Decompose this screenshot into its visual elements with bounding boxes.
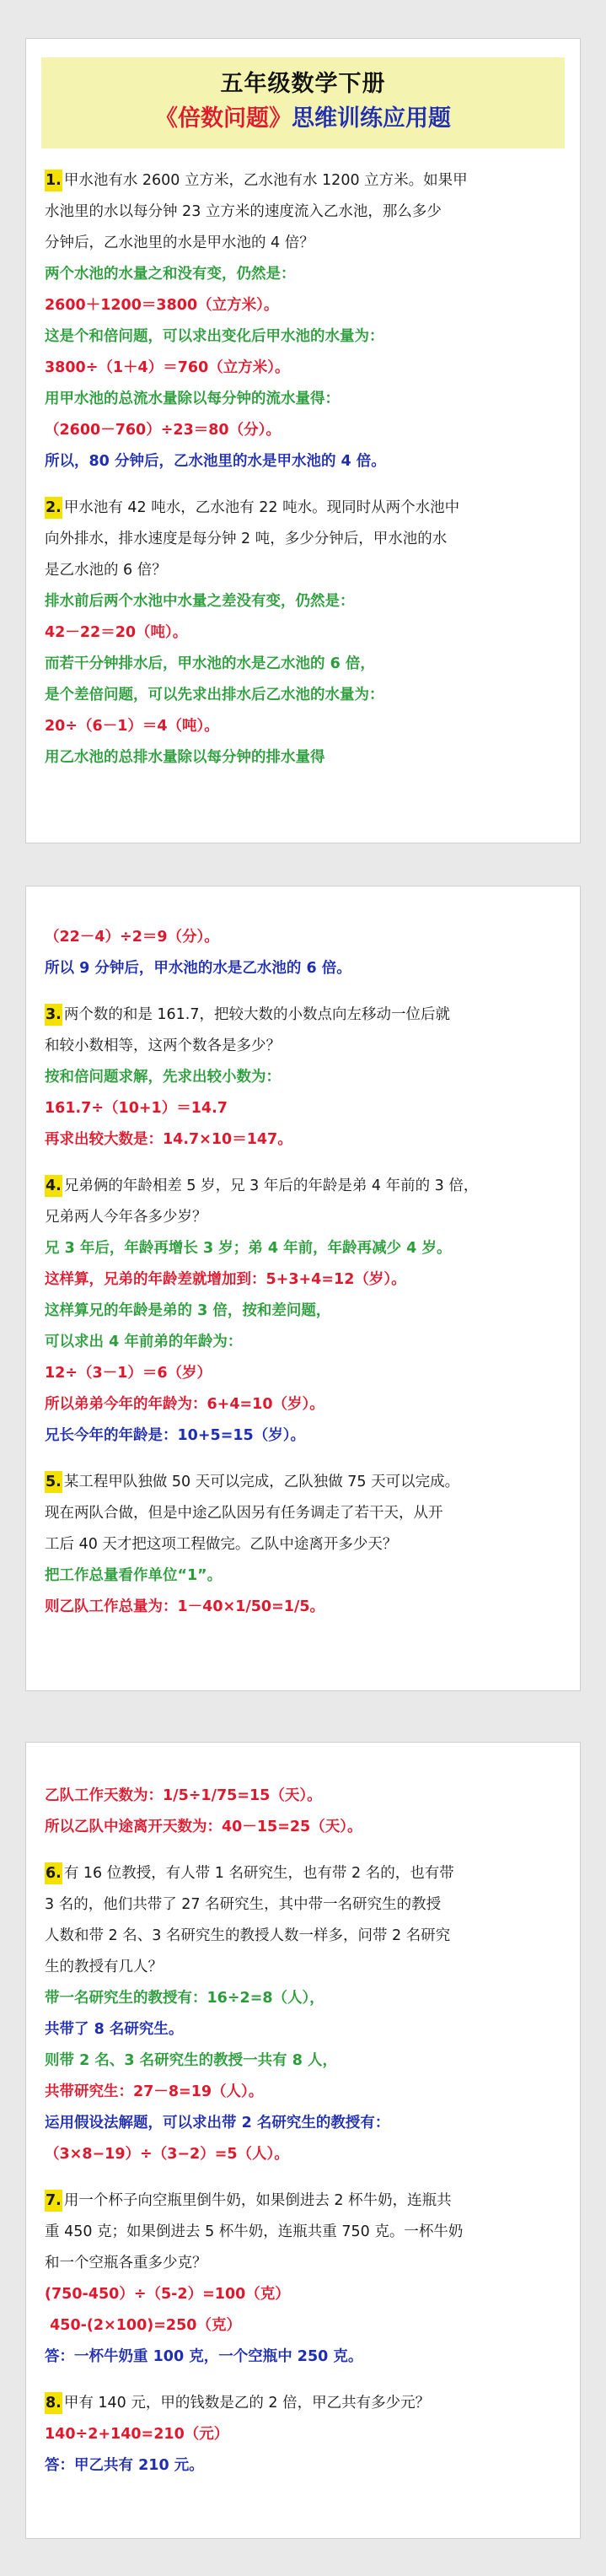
question-line <box>45 165 561 197</box>
answer-line: 这样算，兄弟的年龄差就增加到：5+3+4=12（岁）。 <box>45 1271 406 1288</box>
question-line: 和较小数相等，这两个数各是多少？ <box>45 1037 281 1054</box>
question-text: 有 16 位教授，有人带 1 名研究生，也有带 2 名的，也有带 <box>63 1865 454 1882</box>
answer-line: 140÷2+140=210（元） <box>45 2426 229 2443</box>
answer-line: 运用假设法解题，可以求出带 2 名研究生的教授有： <box>45 2115 390 2131</box>
question-line <box>45 2185 561 2217</box>
answer-line: 161.7÷（10+1）＝14.7 <box>45 1100 228 1117</box>
answer-line: 所以乙队中途离开天数为：40－15=25（天）。 <box>45 1819 362 1835</box>
answer-line: 排水前后两个水池中水量之差没有变，仍然是： <box>45 593 355 610</box>
question-1 <box>45 165 561 477</box>
question-text: 两个数的和是 161.7，把较大数的小数点向左移动一位后就 <box>63 1006 450 1023</box>
question-line <box>45 1000 561 1031</box>
subtitle-type: 思维训练应用题 <box>292 105 451 132</box>
answer-line: 42－22＝20（吨）。 <box>45 624 188 641</box>
question-6 <box>45 1858 561 2170</box>
question-line: 现在两队合做，但是中途乙队因另有任务调走了若干天，从开 <box>45 1505 443 1522</box>
answer-line: 兄 3 年后，年龄再增长 3 岁；弟 4 年前，年龄再减少 4 岁。 <box>45 1240 452 1257</box>
subtitle-topic: 《倍数问题》 <box>155 105 292 132</box>
question-line: 重 450 克；如果倒进去 5 杯牛奶，连瓶共重 750 克。一杯牛奶 <box>45 2223 464 2240</box>
question-text: 某工程甲队独做 50 天可以完成，乙队独做 75 天可以完成。 <box>63 1474 460 1490</box>
question-number: 8. <box>45 2392 62 2414</box>
answer-line: 用甲水池的总流水量除以每分钟的流水量得： <box>45 391 340 407</box>
answer-line: 12÷（3－1）＝6（岁） <box>45 1365 212 1382</box>
question-line: 水池里的水以每分钟 23 立方米的速度流入乙水池，那么多少 <box>45 203 442 220</box>
document-page-1 <box>25 38 581 843</box>
question-number: 2. <box>45 497 62 519</box>
answer-line: (750-450）÷（5-2）=100（克） <box>45 2286 290 2303</box>
document-page-2 <box>25 886 581 1691</box>
question-7 <box>45 2185 561 2373</box>
answer-line: （22－4）÷2＝9（分）。 <box>45 929 219 946</box>
question-4 <box>45 1171 561 1452</box>
question-5 <box>45 1467 561 1623</box>
question-line <box>45 493 561 524</box>
question-line: 工后 40 天才把这项工程做完。乙队中途离开多少天？ <box>45 1536 398 1553</box>
question-text: 甲水池有水 2600 立方米，乙水池有水 1200 立方米。如果甲 <box>63 172 468 189</box>
answer-line: 按和倍问题求解，先求出较小数为： <box>45 1069 281 1086</box>
question-text: 甲有 140 元，甲的钱数是乙的 2 倍，甲乙共有多少元？ <box>63 2395 431 2412</box>
question-2 <box>45 493 561 773</box>
answer-line: 答：一杯牛奶重 100 克，一个空瓶中 250 克。 <box>45 2348 363 2365</box>
answer-line: 共带了 8 名研究生。 <box>45 2021 184 2038</box>
answer-line: 这样算兄的年龄是弟的 3 倍，按和差问题， <box>45 1302 331 1319</box>
question-number: 4. <box>45 1175 62 1197</box>
question-text: 甲水池有 42 吨水，乙水池有 22 吨水。现同时从两个水池中 <box>63 499 460 516</box>
answer-line: 这是个和倍问题，可以求出变化后甲水池的水量为： <box>45 328 384 345</box>
answer-line: 乙队工作天数为：1/5÷1/75=15（天）。 <box>45 1787 322 1804</box>
answer-line: 两个水池的水量之和没有变，仍然是： <box>45 266 296 283</box>
question-line: 兄弟两人今年各多少岁？ <box>45 1209 207 1226</box>
question-8 <box>45 2388 561 2482</box>
question-line <box>45 2388 561 2419</box>
page-title: 五年级数学下册 <box>220 71 386 97</box>
answer-line: 用乙水池的总排水量除以每分钟的排水量得 <box>45 749 325 766</box>
question-line <box>45 1467 561 1498</box>
answer-line: 所以，80 分钟后，乙水池里的水是甲水池的 4 倍。 <box>45 453 386 470</box>
answer-line: 3800÷（1＋4）＝760（立方米）。 <box>45 359 290 376</box>
answer-line: 而若干分钟排水后，甲水池的水是乙水池的 6 倍， <box>45 655 375 672</box>
answer-line: 20÷（6－1）＝4（吨）。 <box>45 718 219 735</box>
answer-line: （3×8−19）÷（3−2）=5（人）。 <box>45 2146 289 2163</box>
answer-line: 则乙队工作总量为：1－40×1/50=1/5。 <box>45 1598 325 1615</box>
answer-line: 2600＋1200＝3800（立方米）。 <box>45 297 279 314</box>
answer-line: 则带 2 名、3 名研究生的教授一共有 8 人， <box>45 2052 337 2069</box>
continued-answer <box>45 1781 561 1843</box>
question-line: 人数和带 2 名、3 名研究生的教授人数一样多，问带 2 名研究 <box>45 1927 451 1944</box>
question-number: 3. <box>45 1004 62 1026</box>
page-subtitle <box>41 101 565 137</box>
question-number: 5. <box>45 1471 62 1493</box>
question-number: 6. <box>45 1862 62 1884</box>
question-line: 向外排水，排水速度是每分钟 2 吨，多少分钟后，甲水池的水 <box>45 531 448 547</box>
question-line <box>45 1858 561 1889</box>
question-text: 用一个杯子向空瓶里倒牛奶，如果倒进去 2 杯牛奶，连瓶共 <box>63 2192 452 2209</box>
answer-line: 把工作总量看作单位“1”。 <box>45 1567 223 1584</box>
document-header <box>41 57 565 148</box>
answer-line: 所以弟弟今年的年龄为：6+4=10（岁）。 <box>45 1396 324 1413</box>
document-page-3 <box>25 1742 581 2539</box>
question-number: 1. <box>45 170 62 191</box>
answer-line: 可以求出 4 年前弟的年龄为： <box>45 1334 243 1350</box>
answer-line: 是个差倍问题，可以先求出排水后乙水池的水量为： <box>45 687 384 703</box>
answer-line: 答：甲乙共有 210 元。 <box>45 2457 204 2474</box>
answer-line: 450-(2×100)=250（克） <box>45 2317 241 2334</box>
answer-line: （2600－760）÷23＝80（分）。 <box>45 422 281 439</box>
question-line: 生的教授有几人？ <box>45 1959 163 1975</box>
answer-line: 带一名研究生的教授有：16÷2=8（人）， <box>45 1990 324 2007</box>
question-number: 7. <box>45 2190 62 2212</box>
question-line: 是乙水池的 6 倍？ <box>45 562 167 579</box>
question-text: 兄弟俩的年龄相差 5 岁，兄 3 年后的年龄是弟 4 年前的 3 倍， <box>63 1178 479 1194</box>
question-line: 和一个空瓶各重多少克？ <box>45 2255 207 2272</box>
answer-line: 共带研究生：27－8=19（人）。 <box>45 2083 264 2100</box>
answer-line: 再求出较大数是：14.7×10＝147。 <box>45 1131 292 1148</box>
answer-line: 兄长今年的年龄是：10+5=15（岁）。 <box>45 1427 305 1444</box>
answer-line: 所以 9 分钟后，甲水池的水是乙水池的 6 倍。 <box>45 960 351 977</box>
continued-answer <box>45 922 561 984</box>
question-line: 3 名的，他们共带了 27 名研究生，其中带一名研究生的教授 <box>45 1896 442 1913</box>
question-3 <box>45 1000 561 1156</box>
question-line: 分钟后，乙水池里的水是甲水池的 4 倍？ <box>45 234 314 251</box>
question-line <box>45 1171 561 1202</box>
